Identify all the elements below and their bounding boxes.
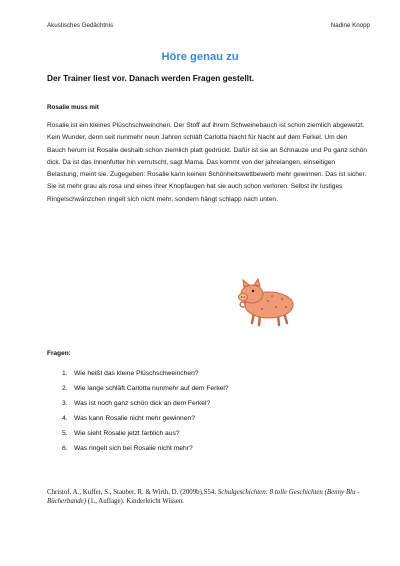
question-text: Wie sieht Rosalie jetzt farblich aus? — [74, 430, 180, 438]
question-item — [62, 411, 362, 426]
question-number: 5. — [62, 430, 68, 438]
question-number: 4. — [62, 415, 68, 423]
pig-eye — [252, 290, 254, 292]
intro-text: Der Trainer liest vor. Danach werden Fragen gestellt. — [47, 73, 255, 83]
header-left-text: Akustisches Gedächtnis — [47, 22, 114, 29]
question-number: 1. — [62, 370, 68, 377]
pig-spot — [267, 300, 269, 302]
pig-spot — [271, 295, 273, 297]
question-number: 3. — [62, 400, 68, 408]
pig-ear-right — [254, 279, 260, 286]
question-text: Was ringelt sich bei Rosalie nicht mehr? — [74, 445, 193, 453]
question-text: Was ist noch ganz schön dick an dem Ferkel? — [74, 400, 211, 408]
pig-spot — [275, 306, 277, 308]
citation-authors: Christof, A., Kuffer, S., Stauber, R. & Wirth, D. (2009b),S54. — [47, 489, 217, 496]
question-item — [62, 381, 362, 396]
question-item — [62, 366, 362, 381]
question-text: Wie lange schläft Carlotta nunmehr auf dem Ferkel? — [74, 385, 229, 393]
question-number: 2. — [62, 385, 68, 393]
questions-title: Fragen: — [47, 350, 71, 357]
question-item — [62, 396, 362, 411]
pig-spot — [281, 298, 283, 300]
question-item — [62, 441, 362, 456]
pig-icon — [234, 277, 306, 329]
pig-snout — [239, 294, 248, 301]
citation — [47, 488, 365, 506]
pig-spot — [285, 306, 287, 308]
header-right-text: Nadine Knopp — [330, 22, 370, 29]
question-text: Was kann Rosalie nicht mehr gewinnen? — [74, 415, 195, 423]
pig-spot — [261, 308, 263, 310]
page-header — [47, 22, 370, 29]
questions-list — [62, 366, 362, 457]
question-item — [62, 426, 362, 441]
citation-book-title: Schulgeschichten: 8 tolle Geschichten (Benny Blu - Bücherbande) — [47, 489, 360, 506]
story-text: Rosalie ist ein kleines Plüschschweinchen. Der Stoff auf ihrem Schweinebauch ist schon ziemlich abgewetzt. Kein Wunder, denn seit nunmehr neun Jahren schläft Carlotta Nacht für Nacht auf dem Ferkel. Um den Bauch herum ist Rosalie deshalb schon ziemlich platt gedrückt. Dafür ist sie an Schnauze und Po ganz schön dick. Da ist das Innenfutter hin verrutscht, sagt Mama. Das kommt von der jahrelangen, einseitigen Belastung, meint sie. Zugegeben: Rosalie kann keinen Schönheitswettbewerb mehr gewinnen. Das ist sicher. Sie ist mehr grau als rosa und eines ihrer Knopfaugen hat sie auch schon verloren. Selbst ihr lustiges Ringelschwänzchen ringelt sich nicht mehr, sondern hängt schlapp nach unten. — [47, 122, 367, 203]
question-text: Wie heißt das kleine Plüschschweinchen? — [74, 370, 199, 377]
page-title: Höre genau zu — [161, 51, 239, 63]
citation-edition: (1., Auflage). Kinderleicht Wissen. — [87, 498, 185, 506]
story-title: Rosalie muss mit — [47, 104, 99, 111]
question-number: 6. — [62, 445, 68, 453]
